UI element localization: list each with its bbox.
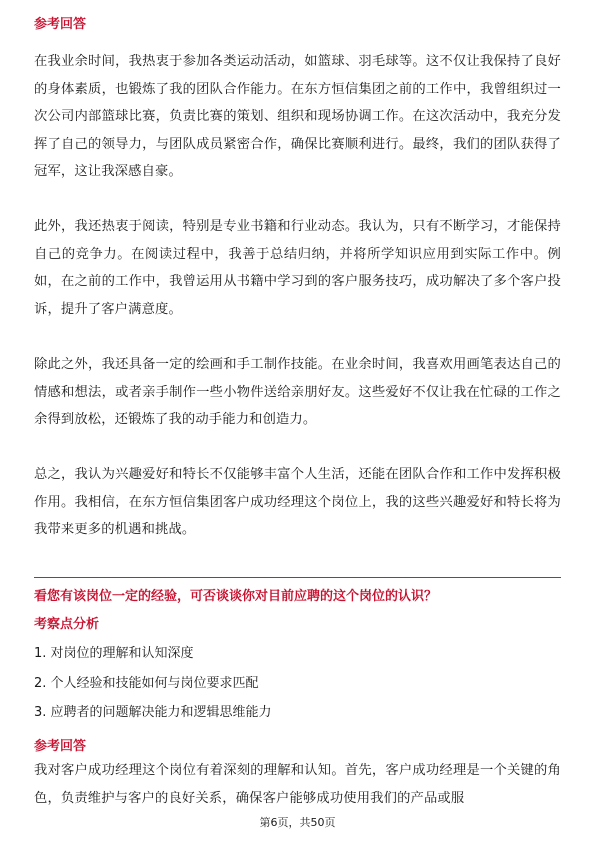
interview-question: 看您有该岗位一定的经验，可否谈谈你对目前应聘的这个岗位的认识？ — [34, 589, 438, 604]
answer-paragraph-summary: 总之，我认为兴趣爱好和特长不仅能够丰富个人生活，还能在团队合作和工作中发挥积极作用。我相信，在东方恒信集团客户成功经理这个岗位上，我的这些兴趣爱好和特长将为我带来更多的机遇和挑战。 — [34, 467, 561, 537]
analysis-heading: 考察点分析 — [34, 617, 100, 632]
reference-answer-heading: 参考回答 — [34, 17, 87, 32]
answer-paragraph-reading: 此外，我还热衷于阅读，特别是专业书籍和行业动态。我认为，只有不断学习，才能保持自己的竞争力。在阅读过程中，我善于总结归纳，并将所学知识应用到实际工作中。例如，在之前的工作中，我曾运用从书籍中学习到的客户服务技巧，成功解决了多个客户投诉，提升了客户满意度。 — [34, 219, 561, 317]
analysis-item: 3. 应聘者的问题解决能力和逻辑思维能力 — [34, 705, 272, 720]
answer-paragraph-drawing: 除此之外，我还具备一定的绘画和手工制作技能。在业余时间，我喜欢用画笔表达自己的情感和想法，或者亲手制作一些小物件送给亲朋好友。这些爱好不仅让我在忙碌的工作之余得到放松，还锻炼了我的动手能力和创造力。 — [34, 357, 561, 427]
analysis-item: 1. 对岗位的理解和认知深度 — [34, 646, 194, 661]
answer-paragraph-role: 我对客户成功经理这个岗位有着深刻的理解和认知。首先，客户成功经理是一个关键的角色，负责维护与客户的良好关系，确保客户能够成功使用我们的产品或服 — [34, 763, 561, 806]
analysis-item: 2. 个人经验和技能如何与岗位要求匹配 — [34, 676, 259, 691]
reference-answer-heading: 参考回答 — [34, 739, 87, 754]
answer-paragraph-sports: 在我业余时间，我热衷于参加各类运动活动，如篮球、羽毛球等。这不仅让我保持了良好的身体素质，也锻炼了我的团队合作能力。在东方恒信集团之前的工作中，我曾组织过一次公司内部篮球比赛，负责比赛的策划、组织和现场协调工作。在这次活动中，我充分发挥了自己的领导力，与团队成员紧密合作，确保比赛顺利进行。最终，我们的团队获得了冠军，这让我深感自豪。 — [34, 54, 561, 179]
section-divider — [34, 577, 561, 578]
page-number: 第6页，共50页 — [259, 816, 336, 829]
